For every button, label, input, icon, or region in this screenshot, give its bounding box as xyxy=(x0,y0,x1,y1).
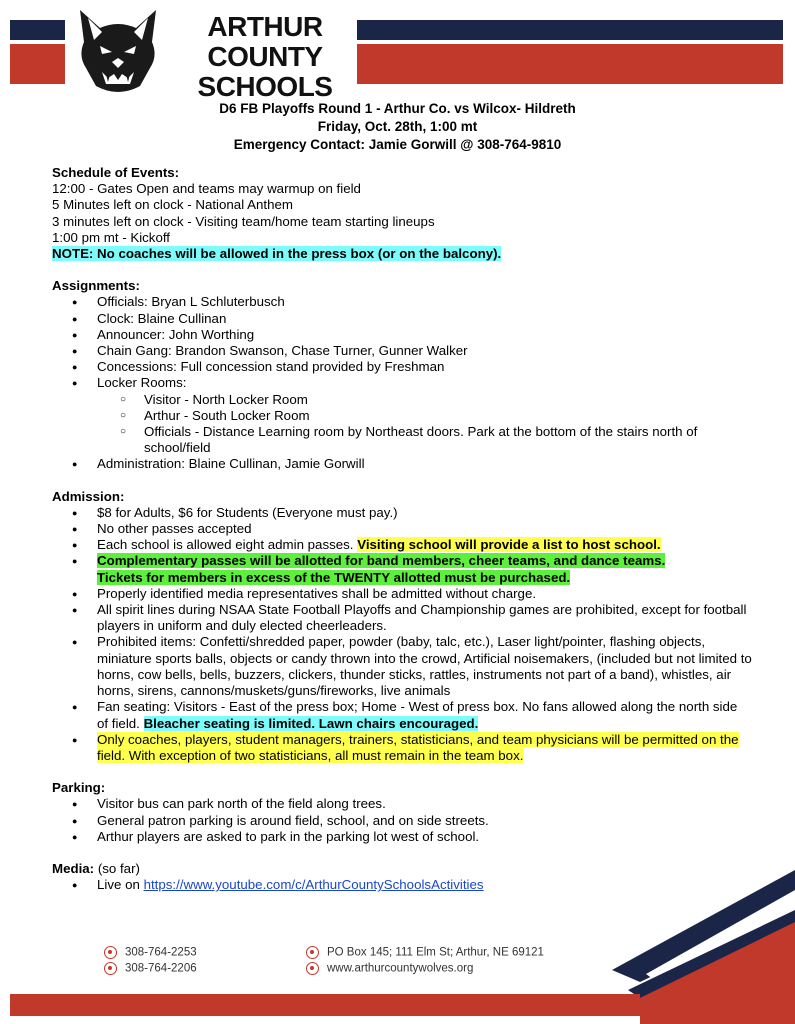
admission-price: ● $8 for Adults, $6 for Students (Everyone must pay.) xyxy=(52,505,752,521)
header-navy-bar-right xyxy=(357,20,783,40)
assignment-concessions: ● Concessions: Full concession stand provided by Freshman xyxy=(52,359,752,375)
parking-list xyxy=(52,796,752,845)
admin-passes-text: Each school is allowed eight admin passes. xyxy=(97,537,358,553)
complementary-line-2: Tickets for members in excess of the TWENTY allotted must be purchased. xyxy=(97,569,571,585)
event-title: D6 FB Playoffs Round 1 - Arthur Co. vs Wilcox- Hildreth xyxy=(219,101,576,116)
admission-complementary xyxy=(52,553,752,585)
parking-item: ● General patron parking is around field, school, and on side streets. xyxy=(52,813,752,829)
assignment-chain-gang: ● Chain Gang: Brandon Swanson, Chase Turner, Gunner Walker xyxy=(52,343,752,359)
schedule-item: 3 minutes left on clock - Visiting team/home team starting lineups xyxy=(52,213,435,229)
schedule-title: Schedule of Events: xyxy=(52,165,180,180)
parking-item: ● Arthur players are asked to park in the parking lot west of school. xyxy=(52,829,752,845)
parking-item: ● Visitor bus can park north of the field along trees. xyxy=(52,796,752,812)
fan-seating-highlight: Bleacher seating is limited. Lawn chairs encouraged. xyxy=(143,715,479,731)
locker-rooms-list xyxy=(97,392,752,457)
admission-media: ● Properly identified media representatives shall be admitted without charge. xyxy=(52,586,752,602)
admission-fan-seating xyxy=(52,699,752,731)
media-suffix: (so far) xyxy=(94,860,140,876)
footer-address-text: PO Box 145; 111 Elm St; Arthur, NE 69121 xyxy=(327,946,544,959)
brand-name xyxy=(170,12,360,102)
header-red-bar-left xyxy=(10,44,65,84)
schedule-item: 12:00 - Gates Open and teams may warmup on field xyxy=(52,181,361,197)
assignment-clock: ● Clock: Blaine Cullinan xyxy=(52,311,752,327)
brand-line-2: SCHOOLS xyxy=(197,71,333,102)
brand-line-1: ARTHUR COUNTY xyxy=(207,11,323,72)
admission-spirit-lines: ● All spirit lines during NSAA State Football Playoffs and Championship games are prohibited, except for football players in uniform and duly elected cheerleaders. xyxy=(52,602,752,634)
parking-title: Parking: xyxy=(52,780,106,796)
assignment-announcer: ● Announcer: John Worthing xyxy=(52,327,752,343)
assignment-locker-rooms xyxy=(52,375,752,456)
locker-room-item: ○ Officials - Distance Learning room by Northeast doors. Park at the bottom of the stairs north of school/field xyxy=(97,424,752,456)
assignment-officials: ● Officials: Bryan L Schluterbusch xyxy=(52,294,752,310)
field-access-highlight: Only coaches, players, student managers, trainers, statisticians, and team physicians will be permitted on the field. With exception of two statisticians, all must remain in the team box. xyxy=(97,731,739,763)
admin-passes-highlight: Visiting school will provide a list to host school. xyxy=(357,537,661,553)
admission-admin-passes xyxy=(52,537,752,553)
admission-no-passes: ● No other passes accepted xyxy=(52,521,752,537)
locker-rooms-label: Locker Rooms: xyxy=(97,375,187,391)
header-red-bar-right xyxy=(357,44,783,84)
event-header xyxy=(0,100,795,154)
assignments-title: Assignments: xyxy=(52,278,140,294)
admission-list xyxy=(52,505,752,764)
assignments-list xyxy=(52,294,752,472)
schedule-item: 5 Minutes left on clock - National Anthem xyxy=(52,197,293,213)
locker-room-item: ○ Arthur - South Locker Room xyxy=(97,408,752,424)
media-live-prefix: Live on xyxy=(97,877,144,893)
complementary-line-1: Complementary passes will be allotted for band members, cheer teams, and dance teams. xyxy=(97,553,666,569)
youtube-link[interactable]: https://www.youtube.com/c/ArthurCountySchoolsActivities xyxy=(143,877,484,893)
footer-decoration xyxy=(0,870,795,1024)
schedule-item: 1:00 pm mt - Kickoff xyxy=(52,229,170,245)
wolf-logo-icon xyxy=(72,6,164,98)
admission-field-access xyxy=(52,732,752,764)
assignment-administration: ● Administration: Blaine Cullinan, Jamie Gorwill xyxy=(52,456,752,472)
footer-phone-2-text: 308-764-2206 xyxy=(125,962,197,975)
footer-website-text[interactable]: www.arthurcountywolves.org xyxy=(327,962,474,975)
admission-title: Admission: xyxy=(52,488,125,504)
admission-prohibited-items: ● Prohibited items: Confetti/shredded paper, powder (baby, talc, etc.), Laser light/pointer, flashing objects, miniature sports balls, objects or candy thrown into the crowd, Artificial noisemakers, (included but not limited to horns, cow bells, bells, buzzers, clickers, thunder sticks, rattles, instruments not part of a band), whistles, air horns, sirens, cannons/muskets/guns/fireworks, live animals xyxy=(52,634,752,699)
header-navy-bar-left xyxy=(10,20,65,40)
media-title: Media: xyxy=(52,860,95,876)
document-body xyxy=(52,165,752,893)
fan-seating-text: Fan seating: Visitors - East of the press box; Home - West of press box. No fans allowed along the north side of field. xyxy=(97,699,738,731)
emergency-contact: Emergency Contact: Jamie Gorwill @ 308-764-9810 xyxy=(233,137,562,152)
locker-room-item: ○ Visitor - North Locker Room xyxy=(97,392,752,408)
event-date: Friday, Oct. 28th, 1:00 mt xyxy=(317,119,478,134)
schedule-note: NOTE: No coaches will be allowed in the press box (or on the balcony). xyxy=(52,246,502,262)
footer-phone-1-text: 308-764-2253 xyxy=(125,946,197,959)
